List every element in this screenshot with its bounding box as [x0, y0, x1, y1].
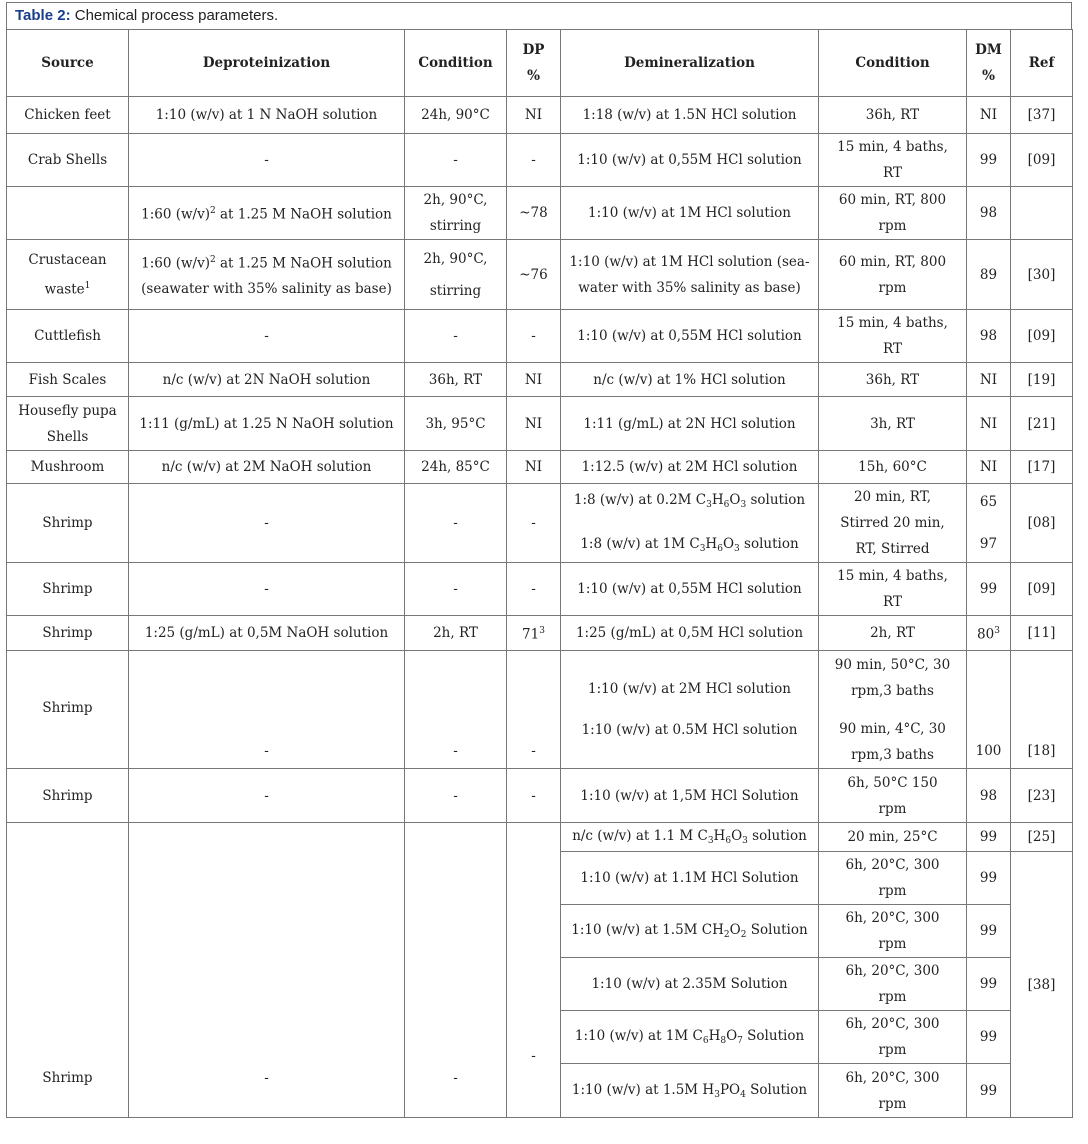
cell-dm: 99 [967, 852, 1011, 905]
cell-condition [819, 852, 967, 905]
subscript: 7 [737, 1036, 743, 1046]
cell-deproteinization [129, 187, 405, 240]
cond-line: 6h, 20°C, 300 [845, 963, 940, 979]
table-row [7, 651, 1073, 769]
cell-source: Shrimp [7, 484, 129, 563]
cell-condition: - [405, 823, 507, 1118]
cell-demineralization [561, 823, 819, 852]
cell-demineralization: 1:12.5 (w/v) at 2M HCl solution [561, 451, 819, 484]
cell-dm: 99 [967, 563, 1011, 616]
cell-ref: [19] [1011, 363, 1073, 397]
cond-line: RT [883, 341, 902, 357]
formula-part: PO [719, 1081, 741, 1098]
cond-line: 2h, 90°C, [423, 250, 488, 267]
cell-condition: - [405, 769, 507, 823]
cell-ref: [18] [1011, 651, 1073, 769]
cell-dm: 99 [967, 1064, 1011, 1118]
cell-condition: - [405, 563, 507, 616]
cond-line: Stirred 20 min, [840, 515, 945, 531]
subscript: 3 [706, 500, 712, 510]
footnote-mark: 2 [209, 206, 216, 217]
table-row [7, 823, 1073, 852]
cell-condition: 2h, RT [405, 616, 507, 651]
header-dp [507, 30, 561, 97]
cell-demineralization: 1:18 (w/v) at 1.5N HCl solution [561, 97, 819, 134]
cell-dm: 98 [967, 769, 1011, 823]
cell-condition: 36h, RT [819, 97, 967, 134]
demin-text: 1:10 (w/v) at 1M HCl solution (sea- [569, 253, 810, 270]
cell-dm: NI [967, 97, 1011, 134]
cell-demineralization [561, 1064, 819, 1118]
cell-ref: [25] [1011, 823, 1073, 852]
demin-text: Solution [742, 1028, 805, 1044]
cond-line: 6h, 20°C, 300 [845, 857, 940, 873]
demin-text: solution [739, 536, 799, 552]
deprot-text: 1:60 (w/v) [141, 206, 210, 223]
cell-condition: 3h, 95°C [405, 397, 507, 451]
cell-condition [819, 769, 967, 823]
cell-source: Fish Scales [7, 363, 129, 397]
cell-condition: 3h, RT [819, 397, 967, 451]
cell-dm: 99 [967, 134, 1011, 187]
cond-line: stirring [429, 282, 482, 299]
cell-dm: NI [967, 451, 1011, 484]
cond-line: RT, Stirred [855, 541, 930, 557]
formula-part: O [729, 922, 741, 938]
source-text: Crustacean [28, 251, 107, 268]
cell-source: Chicken feet [7, 97, 129, 134]
formula-part: H [711, 492, 724, 508]
cell-condition [405, 240, 507, 310]
demin-text: 1:8 (w/v) at 1M C [580, 536, 700, 552]
cell-source: Crab Shells [7, 134, 129, 187]
cell-condition: 36h, RT [405, 363, 507, 397]
cell-deproteinization: 1:10 (w/v) at 1 N NaOH solution [129, 97, 405, 134]
subscript: 2 [723, 930, 730, 940]
process-parameters-table [6, 29, 1073, 1118]
cell-demineralization: 1:10 (w/v) at 1M HCl solution [561, 187, 819, 240]
demin-text: solution [746, 492, 806, 508]
cell-deproteinization: - [129, 310, 405, 363]
demin-text: Solution [746, 922, 808, 938]
cond-line: rpm [878, 883, 907, 899]
cond-line: 15 min, 4 baths, [837, 568, 948, 584]
cell-dm: 99 [967, 823, 1011, 852]
cell-condition: 20 min, 25°C [819, 823, 967, 852]
cell-deproteinization: - [129, 484, 405, 563]
demin-text: 1:10 (w/v) at 1.5M CH [571, 922, 724, 938]
cond-line: 6h, 20°C, 300 [845, 1016, 940, 1032]
cell-deproteinization: - [129, 563, 405, 616]
table-row [7, 616, 1073, 651]
cell-condition [405, 187, 507, 240]
cell-dp: - [507, 310, 561, 363]
cell-dp [507, 616, 561, 651]
demin-text: water with 35% salinity as base) [578, 279, 801, 296]
cell-dp: - [507, 484, 561, 563]
cell-dm: 99 [967, 1011, 1011, 1064]
header-ref: Ref [1011, 30, 1073, 97]
cond-line: 90 min, 50°C, 30 [834, 656, 951, 673]
cell-condition: - [405, 310, 507, 363]
subscript: 2 [740, 930, 747, 940]
cell-demineralization: n/c (w/v) at 1% HCl solution [561, 363, 819, 397]
cell-condition [819, 240, 967, 310]
cell-demineralization: 1:10 (w/v) at 1.1M HCl Solution [561, 852, 819, 905]
demin-text: solution [747, 828, 807, 844]
cell-condition [819, 1064, 967, 1118]
cell-dp: - [507, 134, 561, 187]
subscript: 3 [699, 544, 706, 554]
cell-condition: - [405, 134, 507, 187]
cell-source: Mushroom [7, 451, 129, 484]
table-caption [6, 2, 1072, 29]
cell-source: Shrimp [7, 651, 129, 769]
cell-demineralization: 1:10 (w/v) at 2.35M Solution [561, 958, 819, 1011]
header-condition: Condition [819, 30, 967, 97]
header-deproteinization: Deproteinization [129, 30, 405, 97]
footnote-mark: 2 [209, 254, 216, 265]
cell-dp: - [507, 823, 561, 1118]
formula-part: H [708, 1028, 721, 1044]
cell-dm: 99 [967, 958, 1011, 1011]
demin-text: n/c (w/v) at 1.1 M C [572, 828, 708, 844]
cell-demineralization: 1:10 (w/v) at 0,55M HCl solution [561, 563, 819, 616]
subscript: 3 [740, 500, 747, 510]
cell-condition [819, 905, 967, 958]
caption-label: Table 2: [15, 7, 71, 24]
caption-text: Chemical process parameters. [70, 7, 279, 24]
cell-source [7, 397, 129, 451]
cell-condition: - [405, 484, 507, 563]
demin-text: 1:10 (w/v) at 1.5M H [571, 1081, 715, 1098]
cell-deproteinization: - [129, 651, 405, 769]
source-text: Shells [46, 428, 89, 445]
cell-condition: 15h, 60°C [819, 451, 967, 484]
cell-source: Shrimp [7, 616, 129, 651]
cell-condition [819, 484, 967, 563]
cell-dm: 89 [967, 240, 1011, 310]
footnote-mark: 1 [84, 280, 91, 291]
cond-line: rpm,3 baths [851, 682, 934, 699]
cell-ref [1011, 187, 1073, 240]
deprot-text: at 1.25 M NaOH solution [215, 206, 392, 223]
cell-condition [819, 134, 967, 187]
table-row [7, 187, 1073, 240]
cond-line: 90 min, 4°C, 30 [839, 720, 946, 737]
cell-dp: NI [507, 363, 561, 397]
subscript: 3 [714, 1089, 720, 1100]
demin-text: 1:8 (w/v) at 0.2M C [573, 492, 707, 508]
subscript: 6 [717, 544, 723, 554]
footnote-mark: 3 [539, 626, 545, 637]
table-row [7, 769, 1073, 823]
cell-demineralization [561, 651, 819, 769]
cell-demineralization: 1:11 (g/mL) at 2N HCl solution [561, 397, 819, 451]
footnote-mark: 3 [994, 626, 1000, 637]
cell-condition [819, 651, 967, 769]
cell-source: Shrimp [7, 769, 129, 823]
cell-ref: [09] [1011, 563, 1073, 616]
subscript: 4 [740, 1089, 746, 1100]
cond-line: rpm [878, 1042, 907, 1058]
cell-condition [819, 187, 967, 240]
table-row [7, 310, 1073, 363]
cell-dm: NI [967, 363, 1011, 397]
cell-source: Shrimp [7, 823, 129, 1118]
cell-deproteinization: - [129, 134, 405, 187]
cond-line: rpm,3 baths [851, 746, 934, 763]
cell-dm [967, 484, 1011, 563]
cell-condition: 24h, 90°C [405, 97, 507, 134]
table-row [7, 451, 1073, 484]
cond-line: 6h, 20°C, 300 [845, 1069, 940, 1086]
cond-line: 60 min, RT, 800 [838, 253, 947, 270]
cell-dm [967, 616, 1011, 651]
demin-text: 1:10 (w/v) at 1M C [574, 1028, 703, 1044]
cell-dm: 100 [967, 651, 1011, 769]
cell-demineralization [561, 1011, 819, 1064]
table-row [7, 240, 1073, 310]
header-demineralization: Demineralization [561, 30, 819, 97]
cell-ref: [23] [1011, 769, 1073, 823]
cell-ref: [17] [1011, 451, 1073, 484]
cell-ref: [09] [1011, 134, 1073, 187]
cell-dp: NI [507, 97, 561, 134]
cell-condition: - [405, 651, 507, 769]
deprot-text: 1:60 (w/v) [141, 255, 210, 272]
dm-value: 65 [979, 494, 998, 510]
cell-dp: ~78 [507, 187, 561, 240]
cell-condition: 2h, RT [819, 616, 967, 651]
formula-part: O [726, 1028, 738, 1044]
formula-part: O [729, 492, 741, 508]
subscript: 6 [725, 836, 732, 846]
cell-dp: - [507, 651, 561, 769]
cell-source [7, 187, 129, 240]
demin-text: 1:10 (w/v) at 2M HCl solution [588, 681, 791, 697]
cell-demineralization: 1:10 (w/v) at 0,55M HCl solution [561, 134, 819, 187]
cond-line: RT [883, 165, 902, 181]
table-row [7, 563, 1073, 616]
header-source: Source [7, 30, 129, 97]
cell-dp: NI [507, 397, 561, 451]
subscript: 6 [702, 1036, 709, 1046]
cell-source: Cuttlefish [7, 310, 129, 363]
cond-line: 20 min, RT, [853, 489, 932, 505]
header-dm-label: DM [975, 42, 1002, 58]
cond-line: 6h, 50°C 150 [847, 774, 938, 791]
cond-line: 2h, 90°C, [423, 192, 488, 208]
cell-deproteinization: n/c (w/v) at 2M NaOH solution [129, 451, 405, 484]
cond-line: rpm [878, 800, 907, 817]
subscript: 8 [720, 1036, 727, 1046]
header-dm-unit: % [982, 68, 995, 84]
cell-demineralization [561, 484, 819, 563]
table-container [6, 2, 1072, 1118]
cell-deproteinization: 1:11 (g/mL) at 1.25 N NaOH solution [129, 397, 405, 451]
cell-source [7, 240, 129, 310]
cell-demineralization [561, 905, 819, 958]
dp-value: 71 [522, 626, 540, 643]
source-text: Housefly pupa [18, 402, 117, 419]
cell-ref: [30] [1011, 240, 1073, 310]
cell-source: Shrimp [7, 563, 129, 616]
cell-condition [819, 958, 967, 1011]
cell-dp: ~76 [507, 240, 561, 310]
header-dp-label: DP [522, 42, 545, 58]
cell-dp: - [507, 769, 561, 823]
cell-condition [819, 563, 967, 616]
source-text: waste [44, 281, 85, 298]
header-condition: Condition [405, 30, 507, 97]
cell-ref: [08] [1011, 484, 1073, 563]
cell-deproteinization: - [129, 769, 405, 823]
cond-line: 15 min, 4 baths, [837, 315, 948, 331]
cell-deproteinization: - [129, 823, 405, 1118]
subscript: 6 [723, 500, 730, 510]
dm-value: 97 [979, 536, 998, 552]
cell-dp: NI [507, 451, 561, 484]
table-row [7, 97, 1073, 134]
cell-ref: [21] [1011, 397, 1073, 451]
cond-line: rpm [878, 989, 907, 1005]
table-row [7, 397, 1073, 451]
cell-demineralization: 1:10 (w/v) at 0,55M HCl solution [561, 310, 819, 363]
formula-part: H [705, 536, 718, 552]
cell-ref: [11] [1011, 616, 1073, 651]
formula-part: H [713, 828, 726, 844]
subscript: 3 [707, 836, 714, 846]
header-row [7, 30, 1073, 97]
cond-line: rpm [878, 279, 907, 296]
subscript: 3 [742, 836, 748, 846]
header-dp-unit: % [527, 68, 540, 84]
deprot-text: at 1.25 M NaOH solution [215, 255, 392, 272]
dm-value: 80 [977, 626, 995, 643]
formula-part: O [722, 536, 735, 552]
cond-line: rpm [878, 218, 907, 234]
cond-line: rpm [878, 936, 907, 952]
deprot-text: (seawater with 35% salinity as base) [141, 281, 392, 298]
cell-ref: [09] [1011, 310, 1073, 363]
cell-demineralization [561, 240, 819, 310]
table-row [7, 484, 1073, 563]
demin-text: 1:10 (w/v) at 0.5M HCl solution [581, 722, 798, 738]
cell-deproteinization: 1:25 (g/mL) at 0,5M NaOH solution [129, 616, 405, 651]
table-row [7, 363, 1073, 397]
cond-line: 6h, 20°C, 300 [845, 910, 940, 926]
cell-dp: - [507, 563, 561, 616]
demin-text: Solution [745, 1081, 808, 1098]
cell-dm: 98 [967, 187, 1011, 240]
cell-dm: 98 [967, 310, 1011, 363]
cell-dm: 99 [967, 905, 1011, 958]
cell-deproteinization [129, 240, 405, 310]
cell-ref: [38] [1011, 852, 1073, 1118]
table-row [7, 134, 1073, 187]
cell-demineralization: 1:10 (w/v) at 1,5M HCl Solution [561, 769, 819, 823]
subscript: 3 [734, 544, 740, 554]
cell-condition: 36h, RT [819, 363, 967, 397]
cell-demineralization: 1:25 (g/mL) at 0,5M HCl solution [561, 616, 819, 651]
cond-line: 60 min, RT, 800 [838, 192, 947, 208]
cond-line: RT [883, 594, 902, 610]
cell-condition [819, 310, 967, 363]
cond-line: stirring [429, 218, 482, 234]
cell-condition [819, 1011, 967, 1064]
cond-line: rpm [878, 1095, 907, 1112]
cell-dm: NI [967, 397, 1011, 451]
cell-deproteinization: n/c (w/v) at 2N NaOH solution [129, 363, 405, 397]
cell-condition: 24h, 85°C [405, 451, 507, 484]
header-dm [967, 30, 1011, 97]
cell-ref: [37] [1011, 97, 1073, 134]
formula-part: O [731, 828, 743, 844]
cond-line: 15 min, 4 baths, [837, 139, 948, 155]
